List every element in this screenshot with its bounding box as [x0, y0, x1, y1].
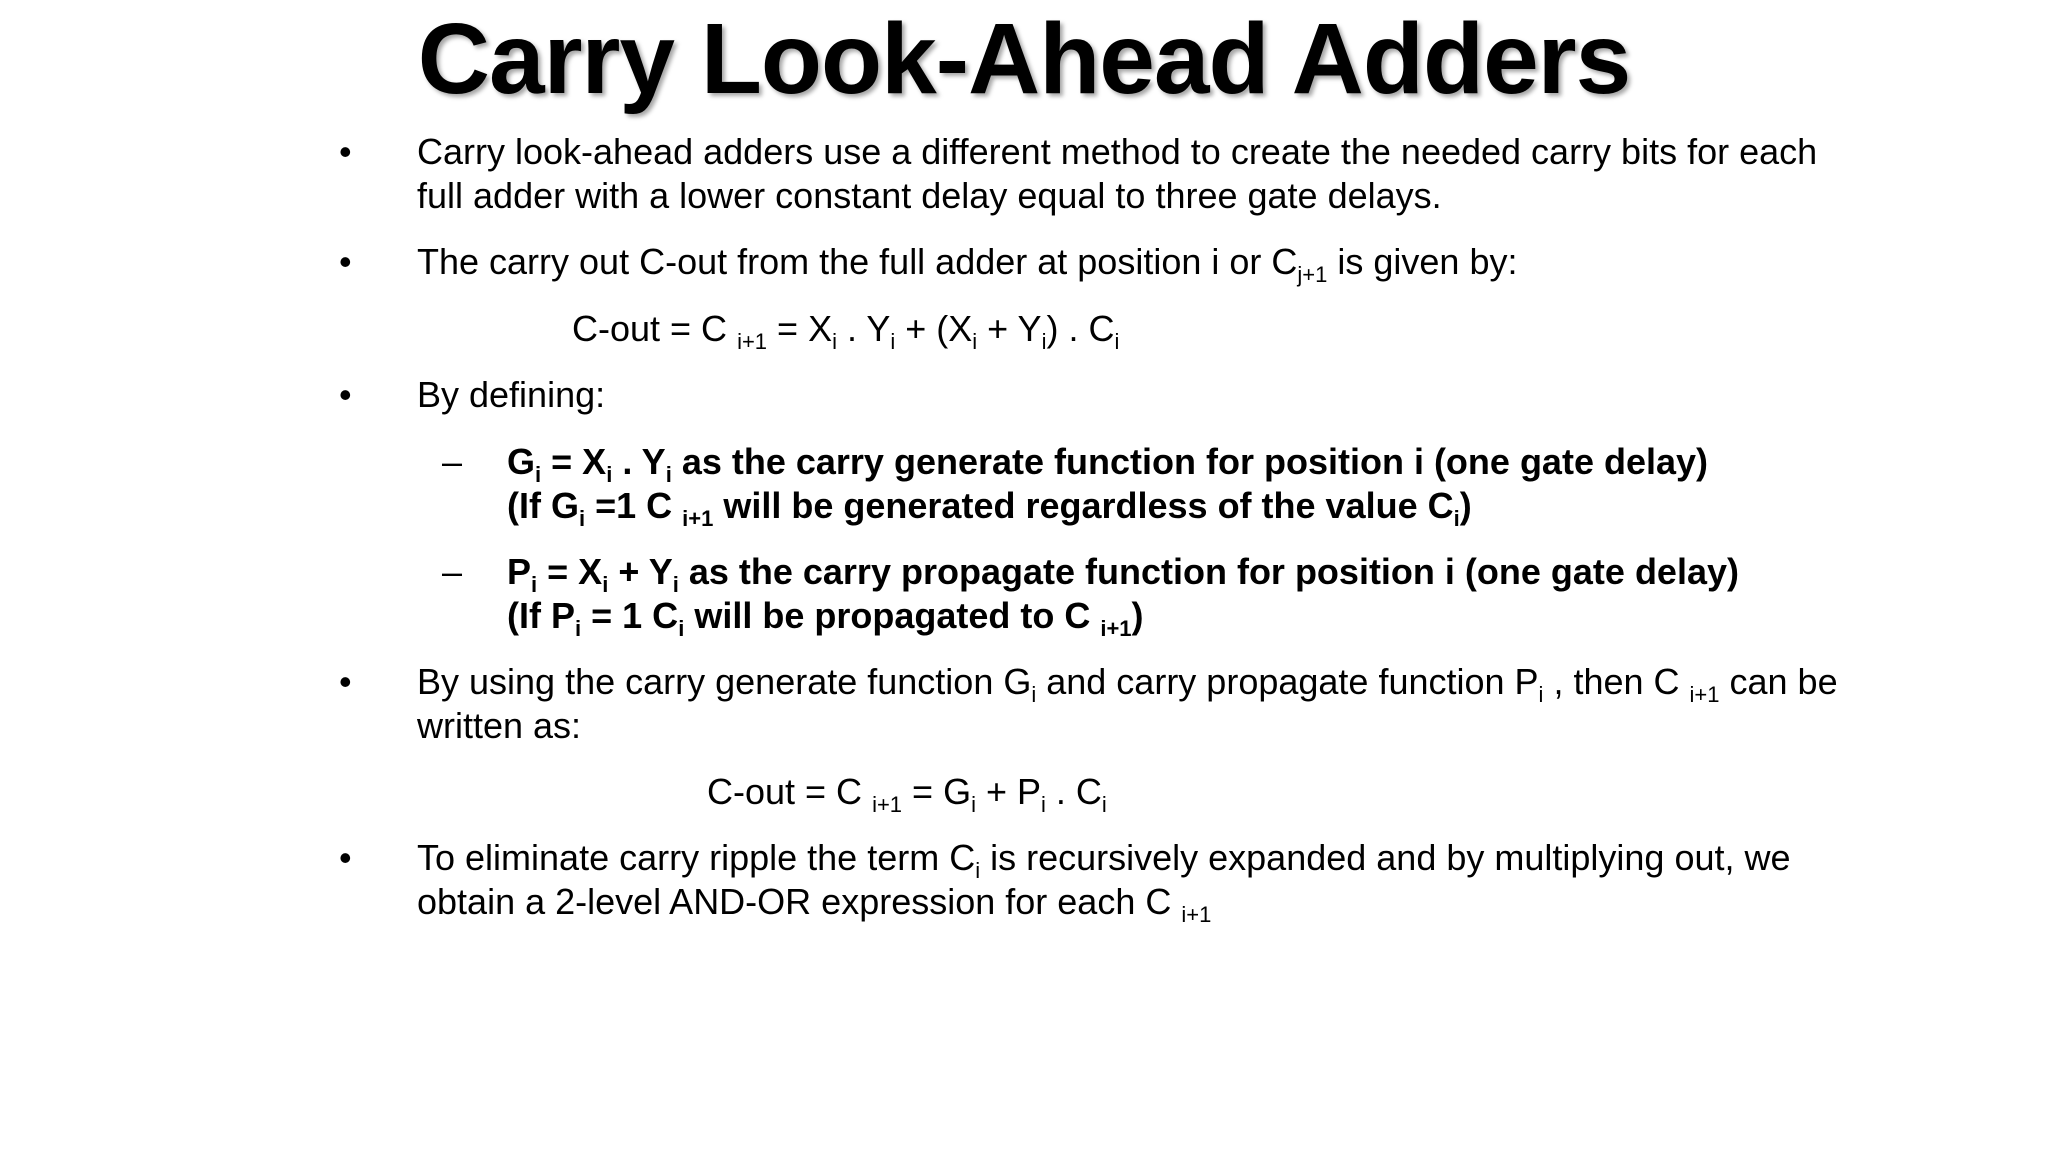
bullet-2-marker: •: [339, 241, 352, 282]
bullet-1-line-2: full adder with a lower constant delay equal to three gate delays.: [417, 175, 1442, 216]
generate-definition-line-1: $G_i = X_i$ . $Y_i$ as the carry generate function for position i (one gate delay): [507, 441, 1709, 487]
equation-cout-1: C-out = C $_{i+1} = X_i$ . $Y_i + (X_i + Y_i)$ . $C_i$: [572, 308, 1120, 354]
propagate-definition-line-1: $P_i = X_i + Y_i$ as the carry propagate function for position i (one gate delay): [507, 551, 1739, 597]
bullet-3-line-1: By defining:: [417, 374, 606, 415]
slide-title: Carry Look-Ahead Adders: [417, 3, 1631, 115]
bullet-1-marker: •: [339, 131, 352, 172]
sub-item-2-marker: –: [442, 551, 463, 592]
bullet-4-line-2: written as:: [417, 705, 582, 746]
bullet-1-line-1: Carry look-ahead adders use a different method to create the needed carry bits for each: [417, 131, 1818, 172]
equation-cout-2: C-out = C $_{i+1} = G_i + P_i$ . $C_i$: [707, 771, 1107, 817]
propagate-definition-line-2: (If $P_i = 1$ $C_i$ will be propagated to C $_{i+1}$): [507, 595, 1144, 641]
bullet-4-marker: •: [339, 661, 352, 702]
bullet-2-line-1: The carry out C-out from the full adder at position i or $C_{j+1}$ is given by:: [417, 241, 1518, 287]
sub-item-1-marker: –: [442, 441, 463, 482]
bullet-5-line-1: To eliminate carry ripple the term $C_i$ is recursively expanded and by multiplying out, we: [417, 837, 1791, 883]
bullet-4-line-1: By using the carry generate function $G_i$ and carry propagate function $P_i$ , then C $_{i+1}$ can be: [417, 661, 1838, 707]
bullet-3-marker: •: [339, 374, 352, 415]
bullet-5-line-2: obtain a 2-level AND-OR expression for each C $_{i+1}$: [417, 881, 1212, 927]
generate-definition-line-2: (If $G_i =1$ C $_{i+1}$ will be generated regardless of the value $C_i$): [507, 485, 1472, 531]
bullet-5-marker: •: [339, 837, 352, 878]
